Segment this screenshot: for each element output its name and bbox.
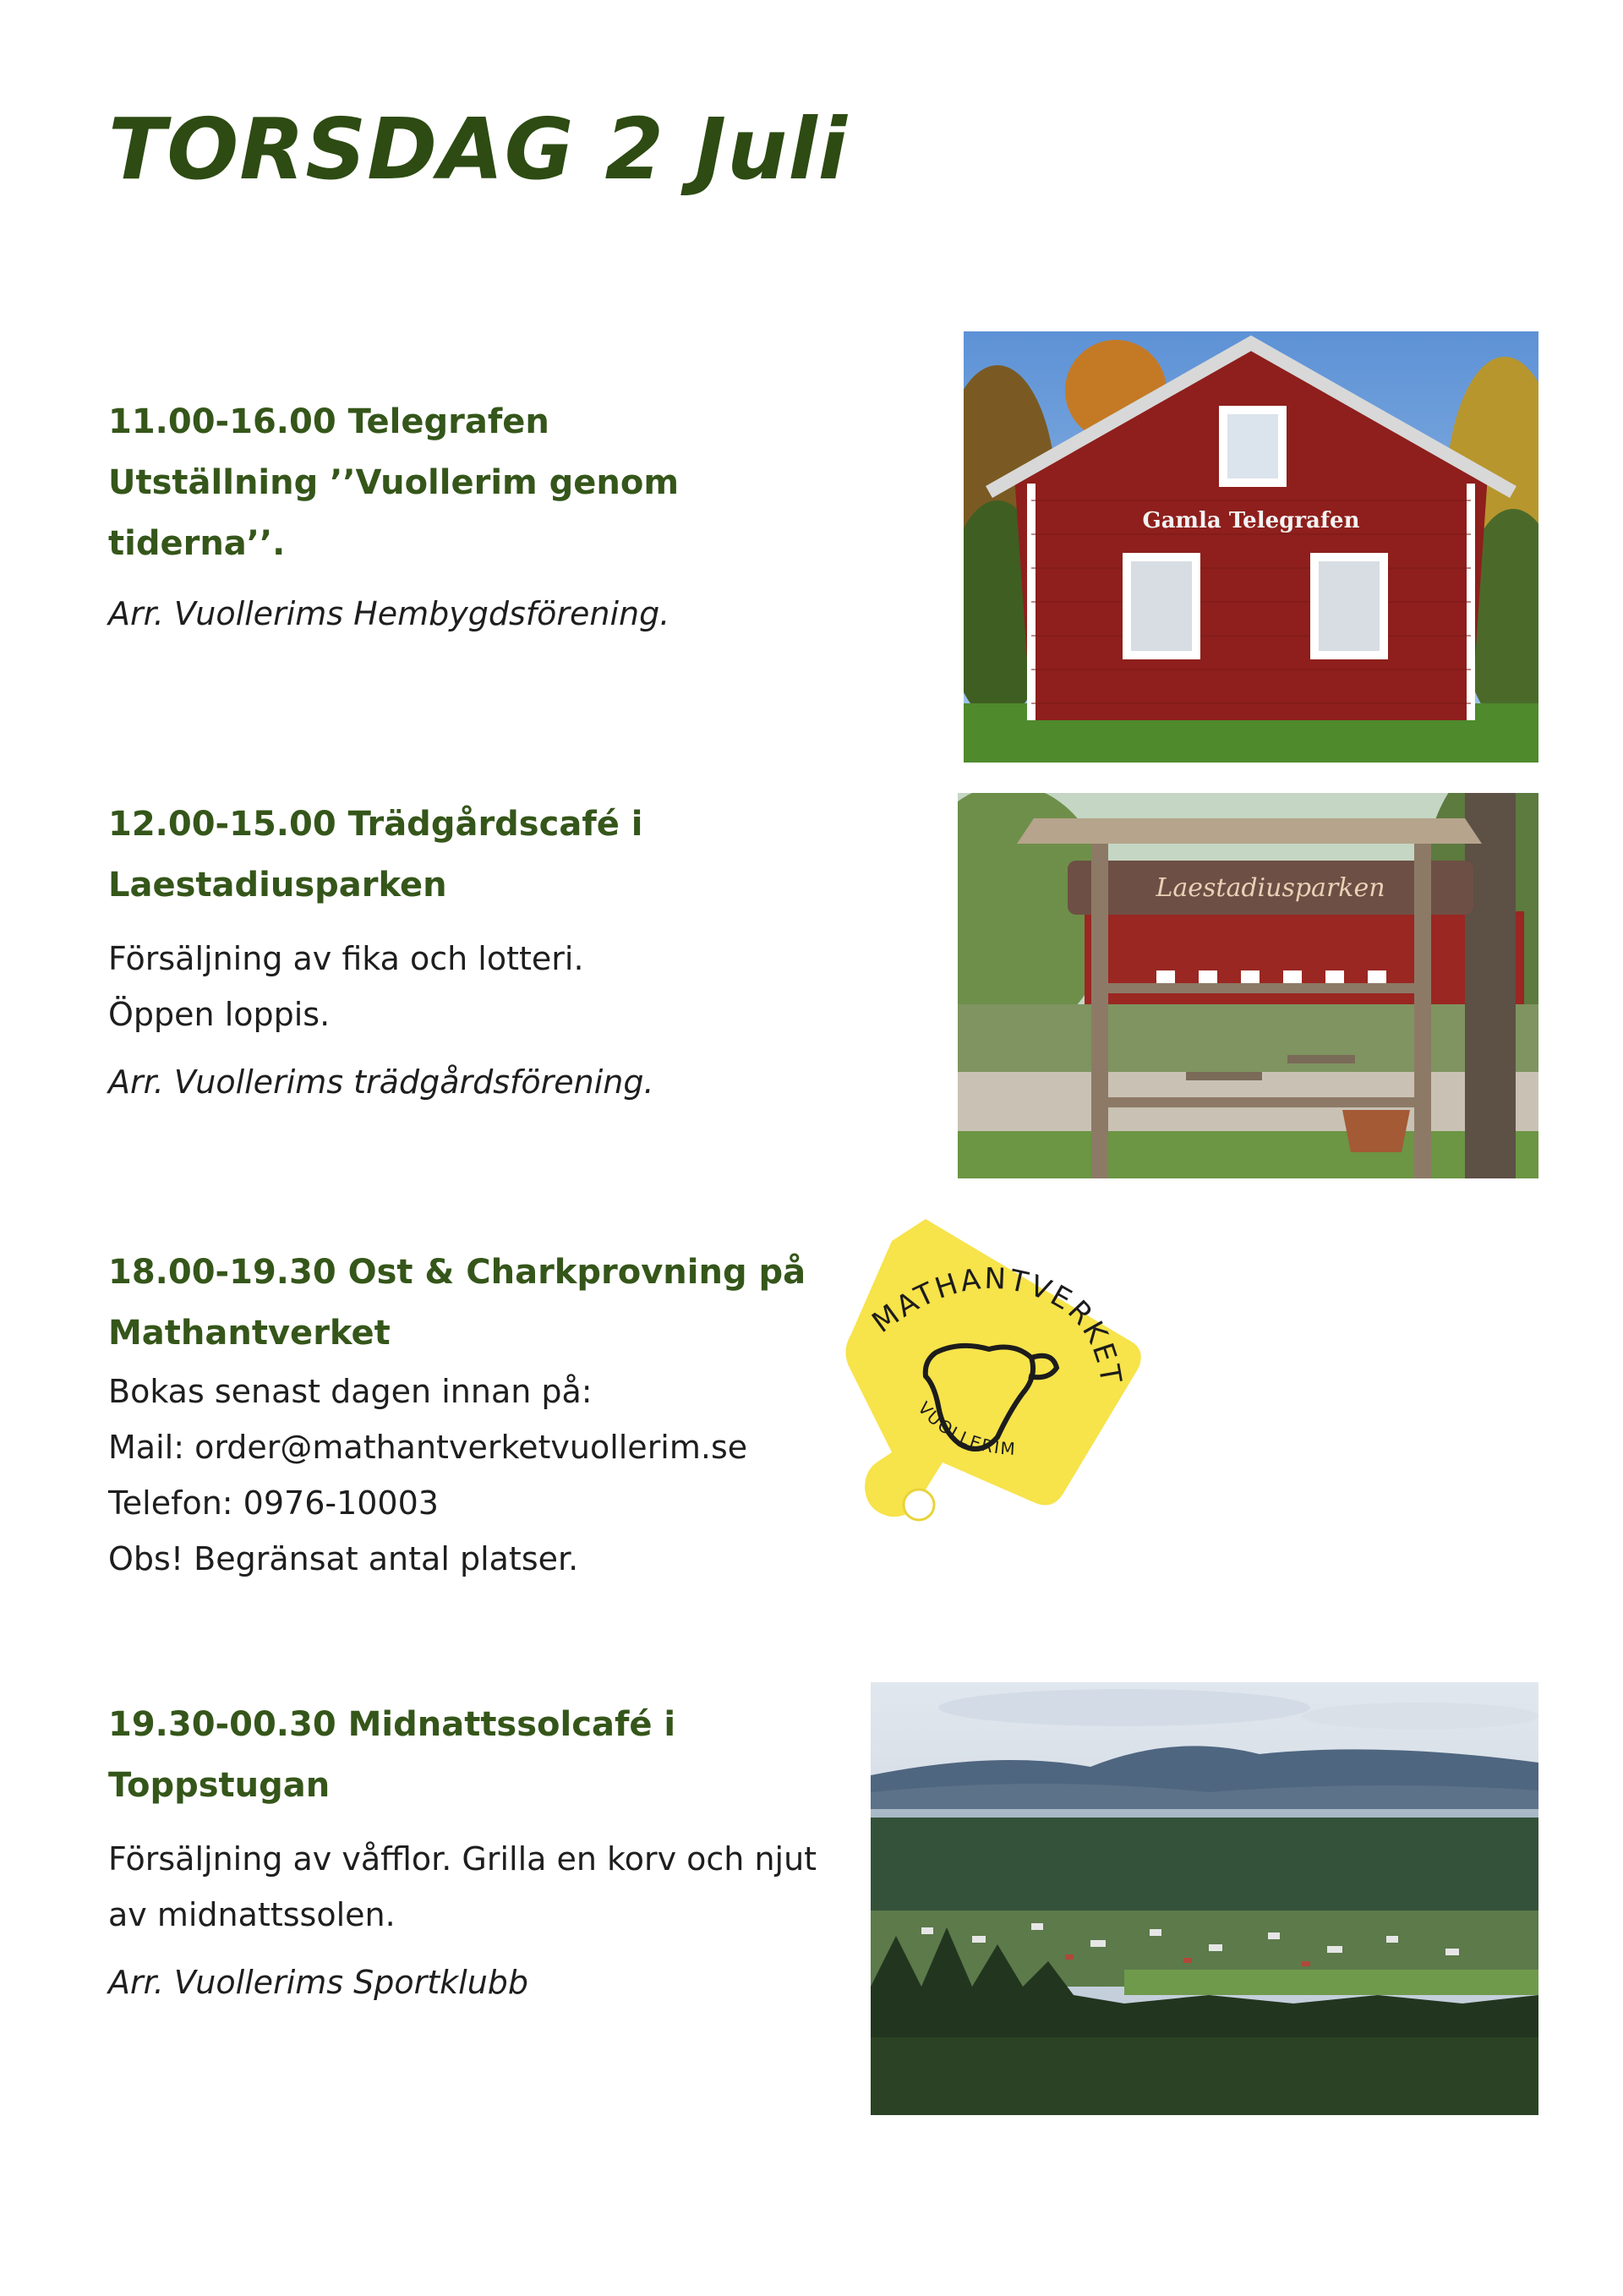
event-organizer: Arr. Vuollerims Sportklubb — [108, 1964, 529, 2001]
event-heading-line: Mathantverket — [108, 1314, 391, 1353]
page-title: TORSDAG 2 Juli — [108, 100, 848, 199]
event-heading: 11.00-16.00 Telegrafen — [108, 402, 549, 441]
mathantverket-logo — [841, 1216, 1150, 1550]
event-email-line[interactable]: Mail: order@mathantverketvuollerim.se — [108, 1429, 748, 1466]
event-body-line: Försäljning av våfflor. Grilla en korv och njut — [108, 1840, 817, 1878]
event-body-line: Obs! Begränsat antal platser. — [108, 1540, 579, 1577]
event-body-line: av midnattssolen. — [108, 1896, 396, 1933]
event-subheading: Utställning ’’Vuollerim genom tiderna’’. — [108, 463, 680, 563]
event-telegrafen — [108, 391, 852, 642]
event-heading-line: 18.00-19.30 Ost & Charkprovning på — [108, 1253, 806, 1292]
event-ostprovning — [108, 1242, 852, 1587]
telegrafen-sign-text: Gamla Telegrafen — [1142, 508, 1360, 533]
telegrafen-photo — [964, 331, 1538, 763]
event-heading: 19.30-00.30 Midnattssolcafé i Toppstugan — [108, 1705, 676, 1805]
event-phone-line: Telefon: 0976-10003 — [108, 1484, 439, 1522]
event-body-line: Bokas senast dagen innan på: — [108, 1373, 593, 1410]
event-organizer: Arr. Vuollerims Hembygdsförening. — [108, 595, 670, 632]
laestadiusparken-photo — [958, 793, 1538, 1178]
event-tradgardscafe — [108, 794, 852, 1110]
event-organizer: Arr. Vuollerims trädgårdsförening. — [108, 1063, 654, 1101]
event-midnattssolcafe — [108, 1694, 852, 2010]
event-heading: 12.00-15.00 Trädgårdscafé i Laestadiusparken — [108, 805, 643, 905]
event-body-line: Försäljning av fika och lotteri. — [108, 940, 584, 977]
laestadiusparken-sign-text: Laestadiusparken — [1156, 873, 1385, 903]
event-body-line: Öppen loppis. — [108, 996, 331, 1033]
toppstugan-view-photo — [871, 1682, 1538, 2115]
logo-bottom-text: VUOLLERIM — [914, 1397, 1018, 1460]
logo-top-text: MATHANTVERKET — [866, 1261, 1128, 1388]
